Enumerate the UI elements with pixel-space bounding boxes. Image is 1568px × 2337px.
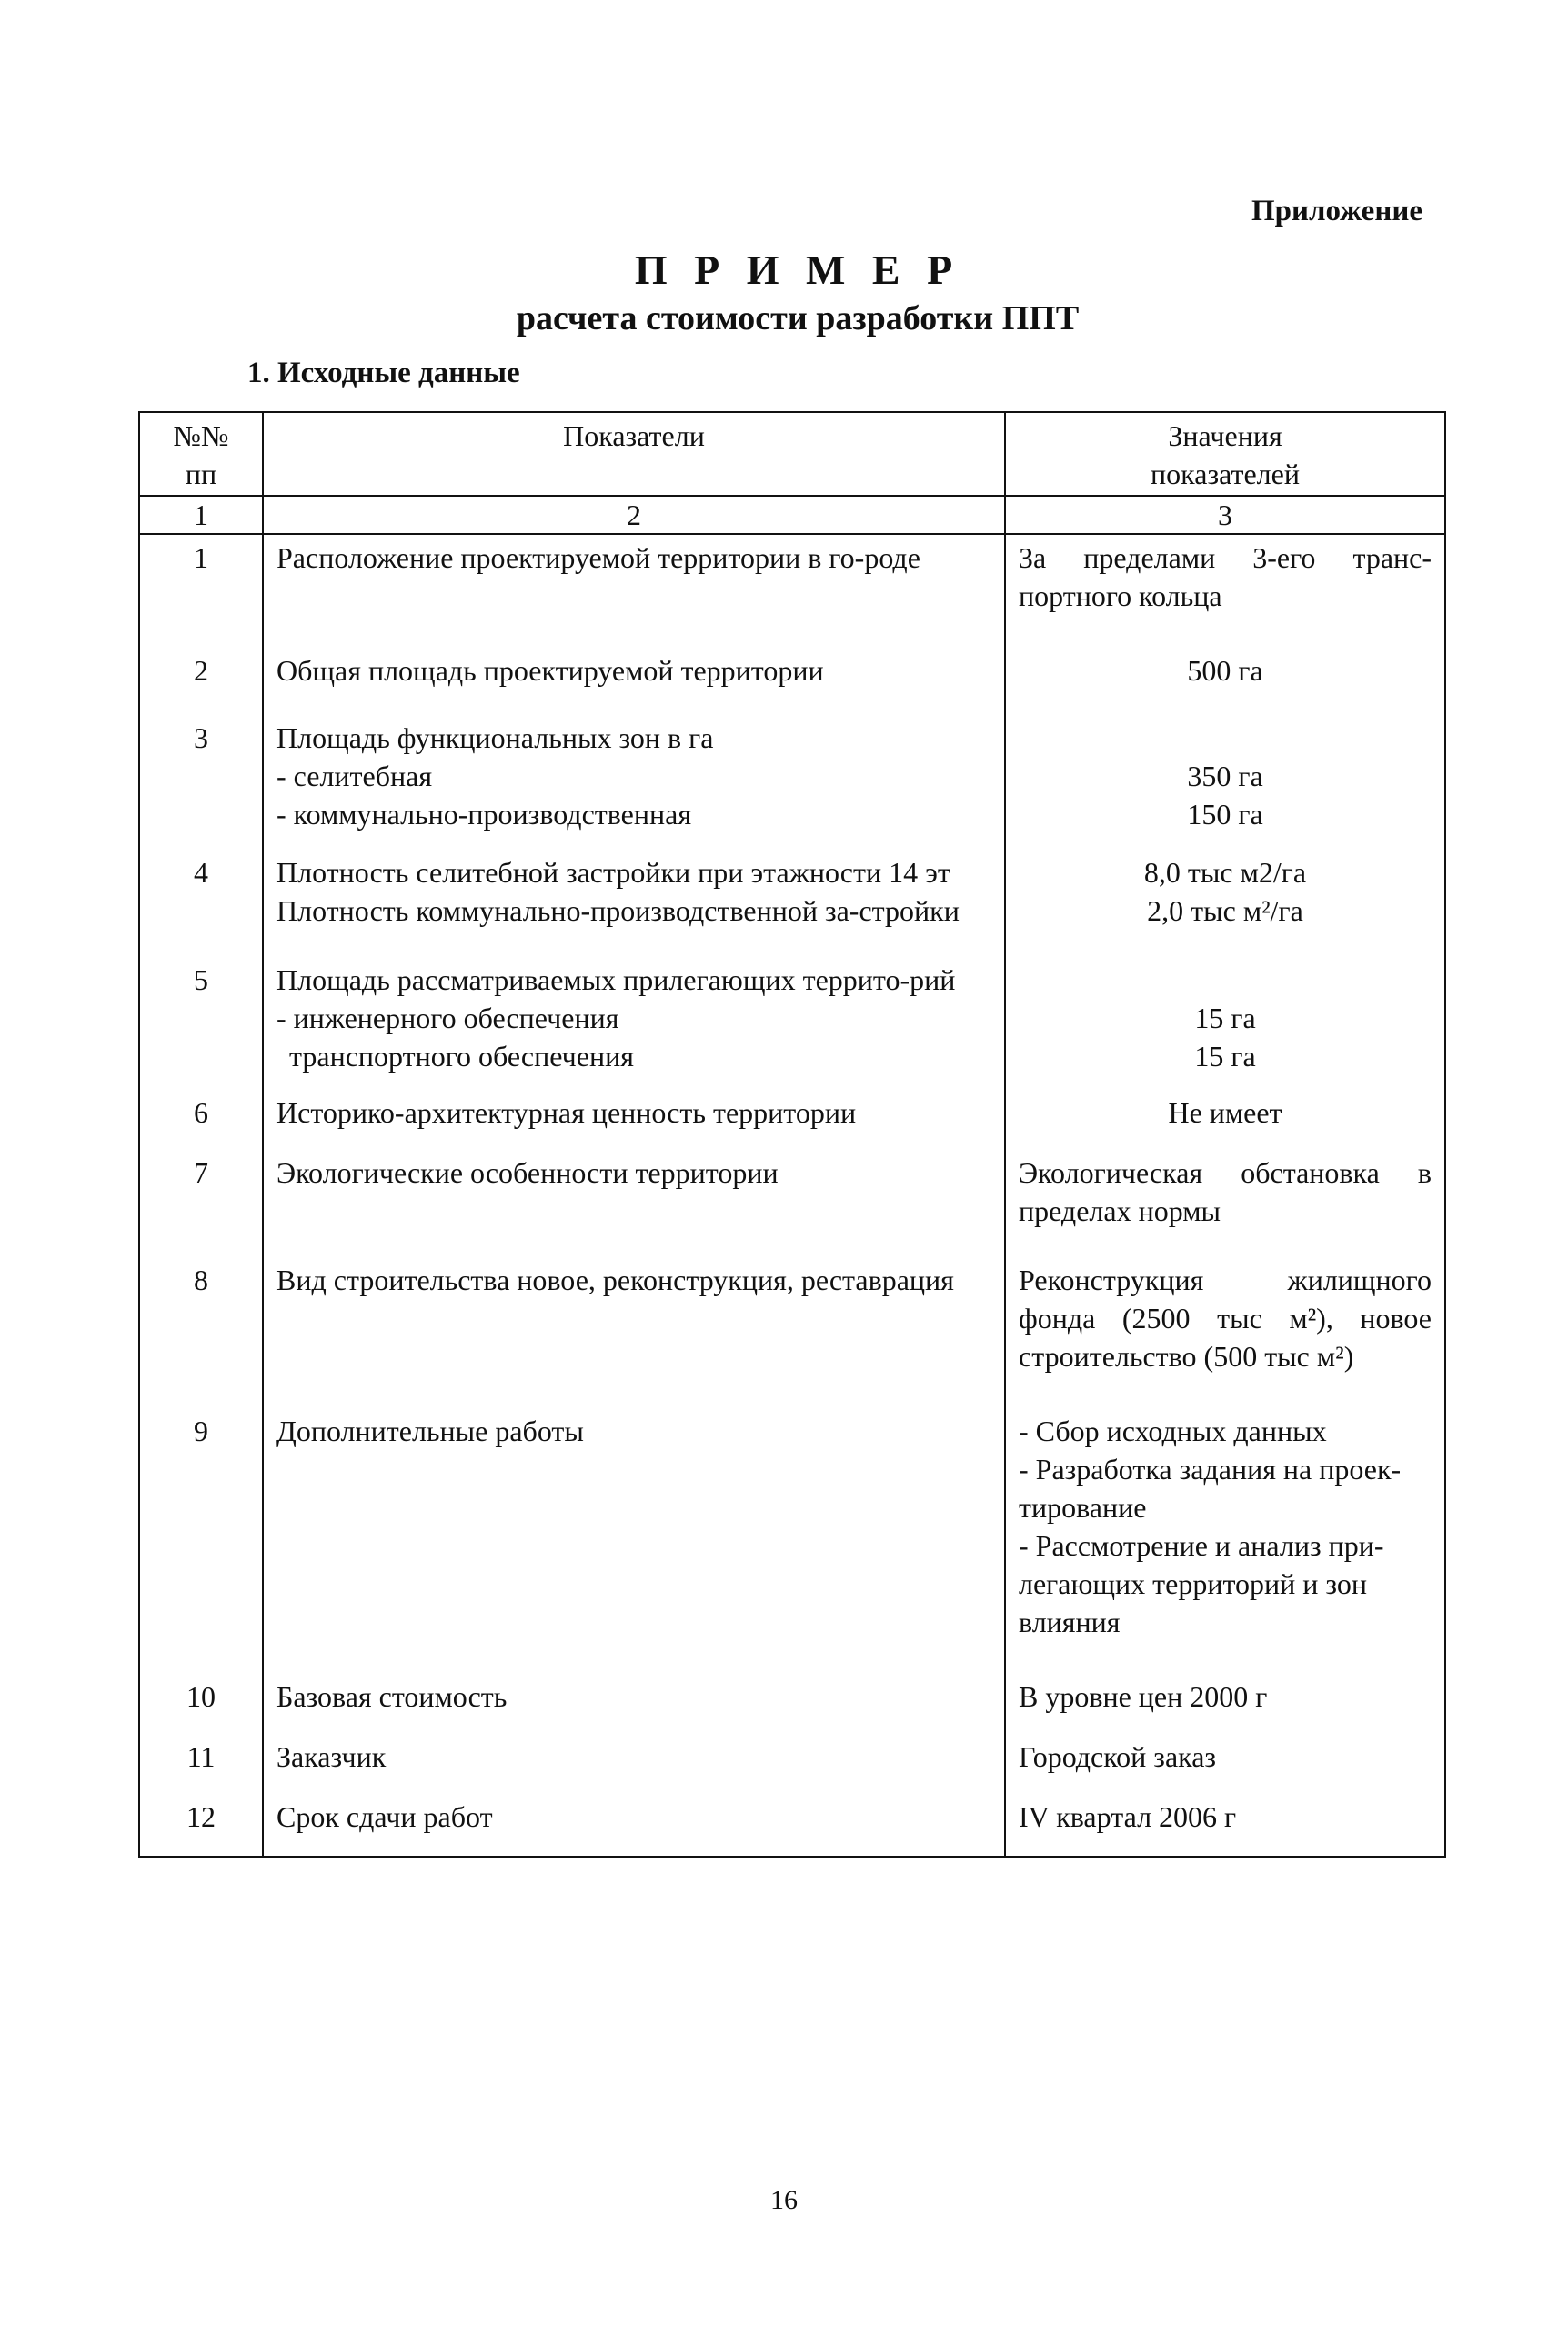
value-text: Не имеет — [1168, 1096, 1282, 1129]
indicator-text: Площадь функциональных зон в га — [276, 721, 714, 754]
value-text — [1019, 961, 1432, 999]
value-text: Экологическая обстановка в пределах нормы — [1019, 1156, 1432, 1227]
value-cell — [1005, 715, 1445, 850]
indicator-cell — [263, 648, 1005, 715]
value-cell — [1005, 1734, 1445, 1794]
page-number: 16 — [770, 2185, 798, 2215]
row-number: 8 — [139, 1257, 263, 1408]
page-subtitle: расчета стоимости разработки ППТ — [516, 299, 1080, 337]
row-number: 6 — [139, 1090, 263, 1150]
value-text: IV квартал 2006 г — [1019, 1800, 1237, 1833]
indicator-cell — [263, 534, 1005, 648]
value-cell — [1005, 1794, 1445, 1857]
table-row — [139, 1408, 1445, 1674]
table-row — [139, 850, 1445, 957]
value-text: 8,0 тыс м2/га — [1143, 856, 1307, 889]
value-text: 350 га — [1187, 760, 1263, 792]
row-number: 10 — [139, 1674, 263, 1734]
value-text — [1019, 719, 1432, 757]
indicator-text: Плотность селитебной застройки при этажности 14 эт — [276, 856, 950, 889]
row-number: 3 — [139, 715, 263, 850]
row-number: 7 — [139, 1150, 263, 1257]
indicator-cell — [263, 1794, 1005, 1857]
row-number: 5 — [139, 957, 263, 1090]
value-text: Городской заказ — [1019, 1740, 1217, 1773]
value-text: За пределами 3-его транс-портного кольца — [1019, 541, 1432, 612]
section-heading: 1. Исходные данные — [247, 357, 520, 389]
indicator-text: Срок сдачи работ — [276, 1800, 493, 1833]
value-cell — [1005, 1090, 1445, 1150]
indicator-cell — [263, 715, 1005, 850]
indicator-cell — [263, 957, 1005, 1090]
column-number: 3 — [1005, 496, 1445, 534]
indicator-text: Расположение проектируемой территории в го-роде — [276, 541, 920, 574]
value-cell — [1005, 648, 1445, 715]
col-header-values: Значения показателей — [1005, 412, 1445, 496]
table-row — [139, 1257, 1445, 1408]
value-text: - Сбор исходных данных — [1019, 1415, 1327, 1447]
table-row — [139, 715, 1445, 850]
table-row — [139, 1674, 1445, 1734]
indicator-cell — [263, 1150, 1005, 1257]
column-number: 2 — [263, 496, 1005, 534]
value-text: В уровне цен 2000 г — [1019, 1680, 1268, 1713]
value-text: 500 га — [1187, 654, 1263, 687]
value-cell — [1005, 1408, 1445, 1674]
indicator-cell — [263, 1734, 1005, 1794]
indicator-cell — [263, 1257, 1005, 1408]
indicator-text: Плотность коммунально-производственной за-стройки — [276, 894, 960, 927]
indicator-text: - селитебная — [276, 760, 433, 792]
row-number: 9 — [139, 1408, 263, 1674]
indicator-text: транспортного обеспечения — [289, 1040, 634, 1073]
table-header-row — [139, 412, 1445, 496]
value-text: 150 га — [1187, 798, 1263, 831]
value-cell — [1005, 1150, 1445, 1257]
value-text: 15 га — [1194, 1040, 1256, 1073]
indicator-cell — [263, 1674, 1005, 1734]
value-cell — [1005, 957, 1445, 1090]
indicator-cell — [263, 850, 1005, 957]
value-cell — [1005, 534, 1445, 648]
indicator-text: Дополнительные работы — [276, 1415, 584, 1447]
value-text: - Рассмотрение и анализ при-легающих территорий и зон влияния — [1019, 1529, 1384, 1638]
source-data-table — [138, 411, 1446, 1858]
table-row — [139, 648, 1445, 715]
column-number: 1 — [139, 496, 263, 534]
table-row — [139, 957, 1445, 1090]
column-number-row — [139, 496, 1445, 534]
row-number: 12 — [139, 1794, 263, 1857]
value-text: 2,0 тыс м²/га — [1147, 894, 1303, 927]
col-header-number: №№ пп — [139, 412, 263, 496]
indicator-text: Вид строительства новое, реконструкция, реставрация — [276, 1264, 954, 1296]
table-row — [139, 1090, 1445, 1150]
row-number: 11 — [139, 1734, 263, 1794]
table-row — [139, 1794, 1445, 1857]
value-cell — [1005, 1257, 1445, 1408]
table-row — [139, 534, 1445, 648]
page-title: П Р И М Е Р — [634, 247, 961, 293]
indicator-text: Базовая стоимость — [276, 1680, 508, 1713]
value-cell — [1005, 850, 1445, 957]
row-number: 1 — [139, 534, 263, 648]
col-header-indicators: Показатели — [263, 412, 1005, 496]
indicator-text: - инженерного обеспечения — [276, 1002, 619, 1034]
table-row — [139, 1734, 1445, 1794]
indicator-text: Площадь рассматриваемых прилегающих террито-рий — [276, 963, 956, 996]
indicator-text: Экологические особенности территории — [276, 1156, 779, 1189]
indicator-text: Заказчик — [276, 1740, 387, 1773]
indicator-cell — [263, 1090, 1005, 1150]
indicator-text: Историко-архитектурная ценность территории — [276, 1096, 857, 1129]
table-body — [139, 534, 1445, 1857]
indicator-text: Общая площадь проектируемой территории — [276, 654, 824, 687]
indicator-cell — [263, 1408, 1005, 1674]
row-number: 4 — [139, 850, 263, 957]
appendix-label: Приложение — [1251, 195, 1422, 227]
value-text: Реконструкция жилищного фонда (2500 тыс м²), новое строительство (500 тыс м²) — [1019, 1264, 1432, 1373]
table-row — [139, 1150, 1445, 1257]
indicator-text: - коммунально-производственная — [276, 798, 692, 831]
value-text: - Разработка задания на проек-тирование — [1019, 1453, 1402, 1524]
row-number: 2 — [139, 648, 263, 715]
value-cell — [1005, 1674, 1445, 1734]
value-text: 15 га — [1194, 1002, 1256, 1034]
